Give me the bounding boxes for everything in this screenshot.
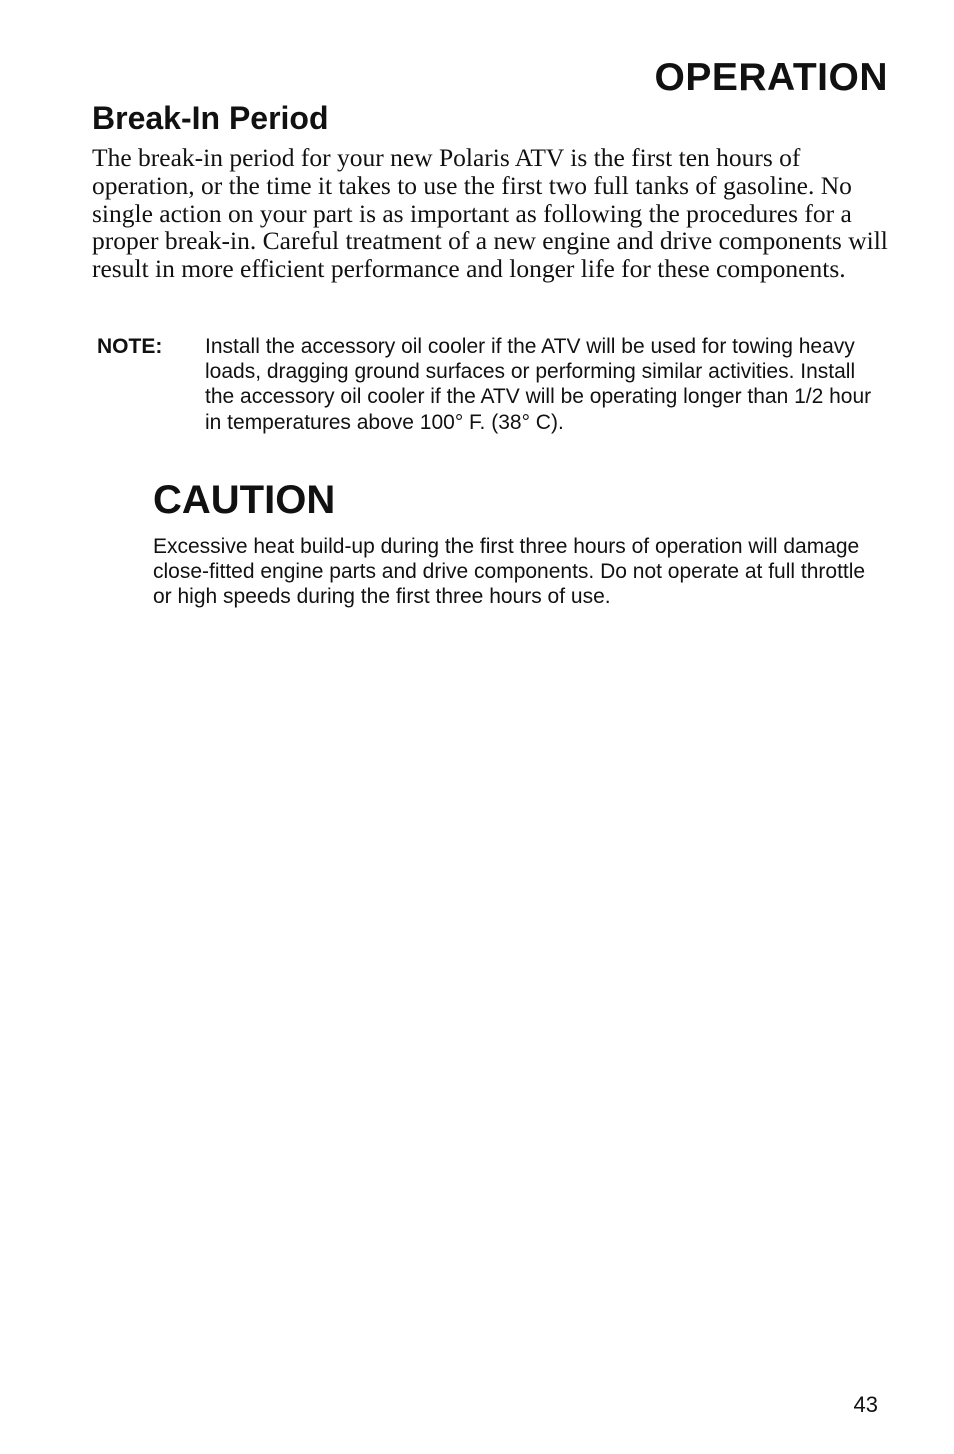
- section-body-paragraph: The break-in period for your new Polaris ATV is the first ten hours of operation, or the time it takes to use the first two full tanks of gasoline. No single action on your part is as important as following the procedures for a proper break-in. Careful treatment of a new engine and drive components will result in more efficient performance and longer life for these components.: [92, 143, 888, 284]
- caution-heading: CAUTION: [153, 478, 336, 522]
- page-header-title: OPERATION: [654, 56, 888, 99]
- page-number: 43: [853, 1392, 878, 1417]
- note-label: NOTE:: [97, 335, 163, 358]
- note-block: [97, 334, 887, 435]
- note-text: Install the accessory oil cooler if the ATV will be used for towing heavy loads, dragging ground surfaces or performing similar activities. Install the accessory oil cooler if the ATV will be operating longer than 1/2 hour in temperatures above 100° F. (38° C).: [205, 335, 872, 434]
- caution-text: Excessive heat build-up during the first three hours of operation will damage close-fitted engine parts and drive components. Do not operate at full throttle or high speeds during the first three hours of use.: [153, 535, 866, 608]
- section-title: Break-In Period: [92, 100, 329, 136]
